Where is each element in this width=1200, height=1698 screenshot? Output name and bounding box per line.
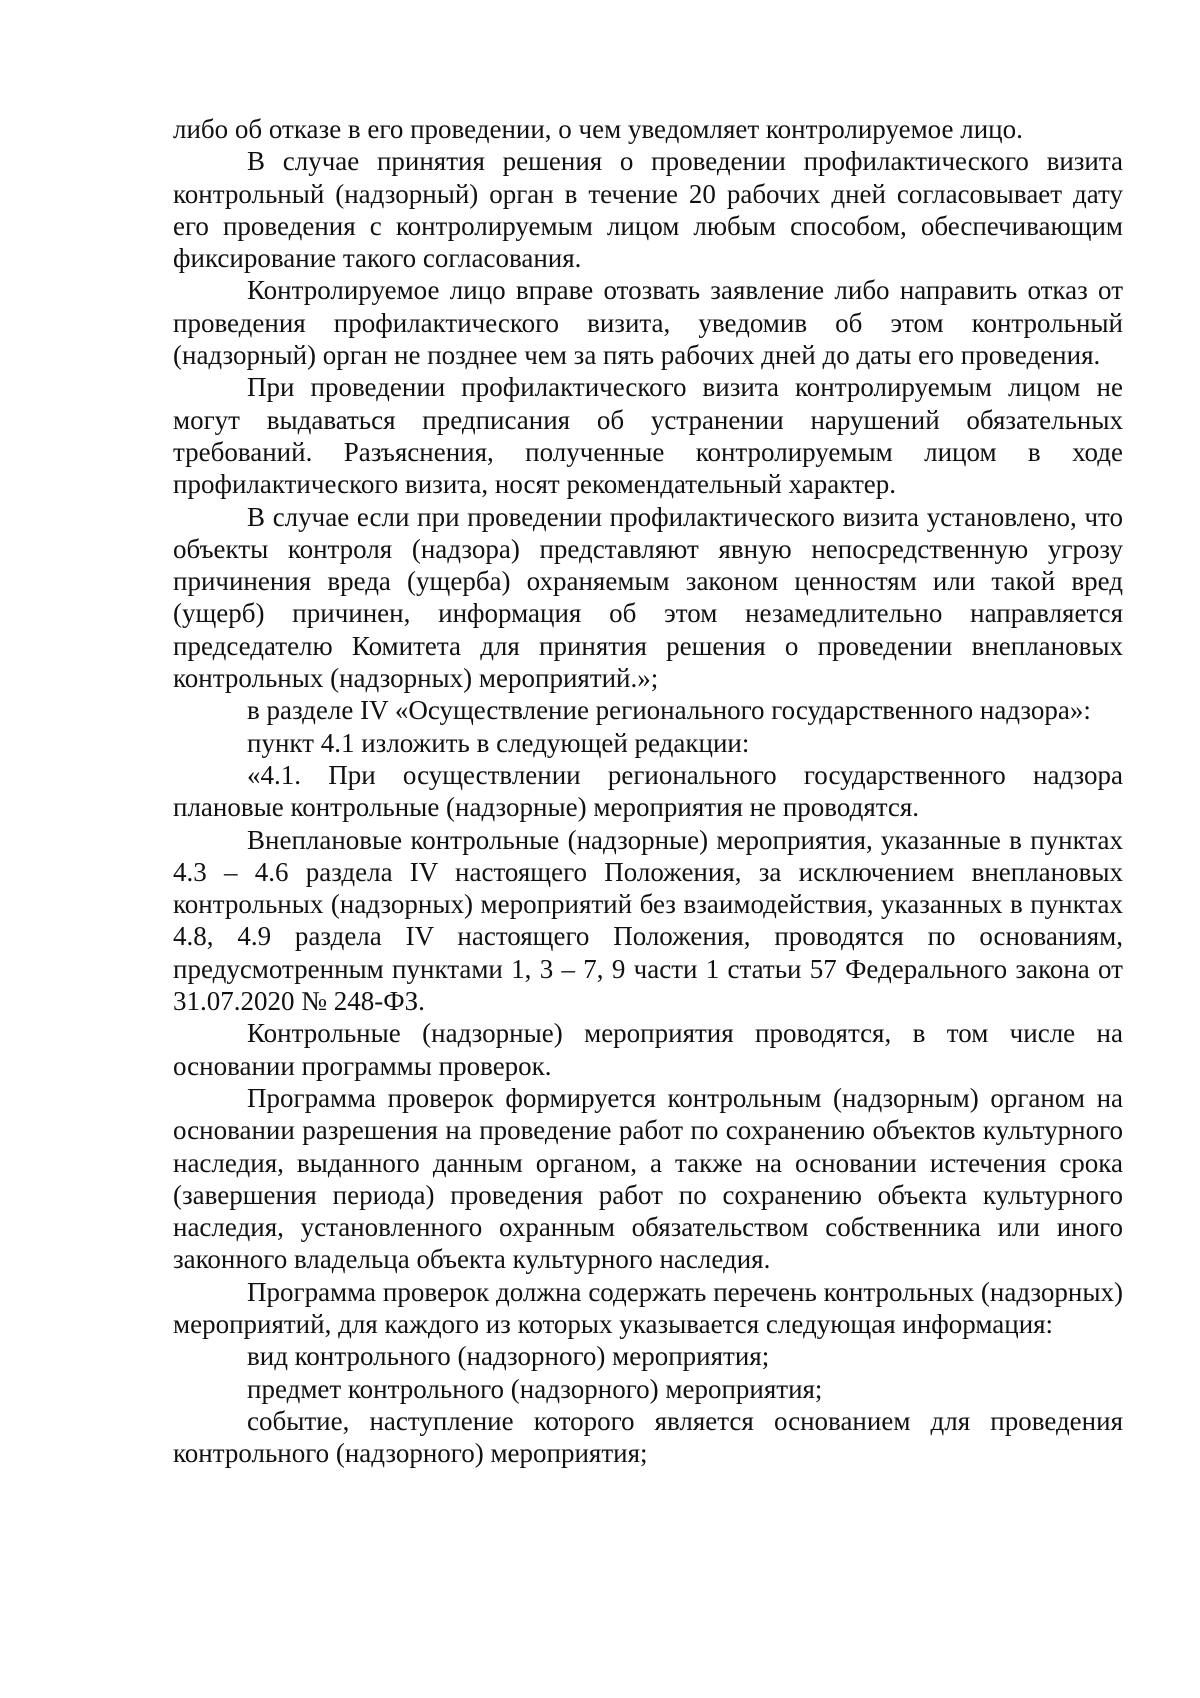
paragraph-item-4-1-instruction: пункт 4.1 изложить в следующей редакции: (247, 727, 750, 758)
paragraph-program-formation: Программа проверок формируется контрольным (надзорным) органом на основании разрешения на проведение работ по сохранению объектов культурного наследия, выданного данным органом, а также на основании истечения срока (завершения периода) проведения работ по сохранению объекта культурного наследия, установленного охранным обязательством собственника или иного законного владельца объекта культурного наследия. (173, 1082, 1123, 1275)
paragraph-item-4-1: «4.1. При осуществлении регионального государственного надзора плановые контрольные (надзорные) мероприятия не проводятся. (173, 759, 1123, 823)
paragraph-measure-subject: предмет контрольного (надзорного) мероприятия; (247, 1373, 823, 1404)
paragraph-measure-event: событие, наступление которого является основанием для проведения контрольного (надзорного) мероприятия; (173, 1405, 1123, 1469)
paragraph-continuation: либо об отказе в его проведении, о чем уведомляет контролируемое лицо. (173, 114, 1023, 144)
paragraph-section-iv: в разделе IV «Осуществление регионального государственного надзора»: (247, 695, 1091, 726)
paragraph-measure-type: вид контрольного (надзорного) мероприятия; (247, 1341, 770, 1372)
document-body (173, 113, 1123, 1469)
paragraph-withdraw-application: Контролируемое лицо вправе отозвать заявление либо направить отказ от проведения профилактического визита, уведомив об этом контрольный (надзорный) орган не позднее чем за пять рабочих дней до даты его проведения. (173, 275, 1123, 371)
paragraph-threat-information: В случае если при проведении профилактического визита установлено, что объекты контроля (надзора) представляют явную непосредственную угрозу причинения вреда (ущерба) охраняемым законом ценностям или такой вред (ущерб) причинен, информация об этом незамедлительно направляется председателю Комитета для принятия решения о проведении внеплановых контрольных (надзорных) мероприятий.»; (173, 501, 1123, 694)
paragraph-no-prescriptions: При проведении профилактического визита контролируемым лицом не могут выдаваться предписания об устранении нарушений обязательных требований. Разъяснения, полученные контролируемым лицом в ходе профилактического визита, носят рекомендательный характер. (173, 372, 1123, 500)
paragraph-inspection-program-basis: Контрольные (надзорные) мероприятия проводятся, в том числе на основании программы проверок. (173, 1018, 1123, 1081)
paragraph-visit-date-agreement: В случае принятия решения о проведении профилактического визита контрольный (надзорный) орган в течение 20 рабочих дней согласовывает дату его проведения с контролируемым лицом любым способом, обеспечивающим фиксирование такого согласования. (173, 146, 1123, 274)
paragraph-unscheduled-measures: Внеплановые контрольные (надзорные) мероприятия, указанные в пунктах 4.3 – 4.6 раздела IV настоящего Положения, за исключением внеплановых контрольных (надзорных) мероприятий без взаимодействия, указанных в пунктах 4.8, 4.9 раздела IV настоящего Положения, проводятся по основаниям, предусмотренным пунктами 1, 3 – 7, 9 части 1 статьи 57 Федерального закона от 31.07.2020 № 248-ФЗ. (173, 824, 1123, 1017)
paragraph-program-contents: Программа проверок должна содержать перечень контрольных (надзорных) мероприятий, для каждого из которых указывается следующая информация: (173, 1276, 1123, 1339)
